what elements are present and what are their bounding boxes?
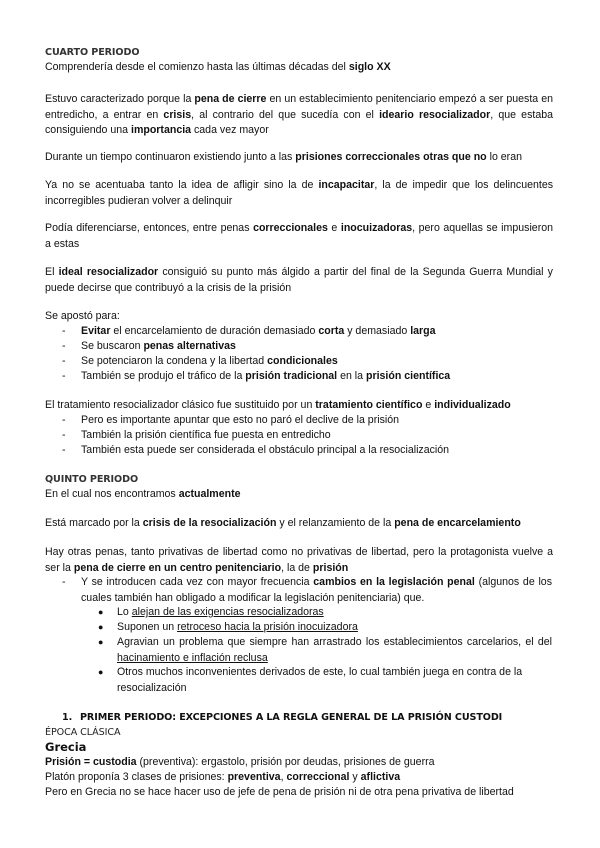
paragraph-cuarto-intro: Comprendería desde el comienzo hasta las últimas décadas del siglo XX [45, 61, 391, 73]
paragraph-quinto-2: Hay otras penas, tanto privativas de libertad como no privativas de libertad, pero la protagonista vuelve a ser la pena de cierre en un centro penitenciario, la de prisión [45, 546, 553, 574]
section-heading-primer: PRIMER PERIODO: EXCEPCIONES A LA REGLA GENERAL DE LA PRISIÓN CUSTODI [80, 712, 503, 723]
list-item: - También se produjo el tráfico de la prisión tradicional en la prisión científica [62, 370, 451, 382]
list-item: - Se buscaron penas alternativas [62, 340, 236, 352]
paragraph-quinto-intro: En el cual nos encontramos actualmente [45, 488, 241, 500]
list-item: - Pero es importante apuntar que esto no paró el declive de la prisión [62, 414, 400, 426]
section-heading-cuarto: CUARTO PERIODO [45, 47, 140, 58]
paragraph-cuarto-4: Podía diferenciarse, entonces, entre penas correccionales e inocuizadoras, pero aquellas se impusieron a estas [45, 222, 553, 250]
paragraph-cuarto-2: Durante un tiempo continuaron existiendo junto a las prisiones correccionales otras que no lo eran [45, 151, 522, 163]
list-item: - Evitar el encarcelamiento de duración demasiado corta y demasiado larga [62, 325, 436, 337]
list-item: - Se potenciaron la condena y la libertad condicionales [62, 355, 338, 367]
paragraph-cuarto-5: El ideal resocializador consiguió su punto más álgido a partir del final de la Segunda Guerra Mundial y puede decirse que contribuyó a la crisis de la prisión [45, 266, 553, 294]
paragraph-cuarto-7: El tratamiento resocializador clásico fue sustituido por un tratamiento científico e individualizado [45, 399, 511, 411]
list-item: - También esta puede ser considerada el obstáculo principal a la resocialización [62, 444, 450, 456]
paragraph-cuarto-6-lead: Se apostó para: [45, 310, 120, 322]
subheading-grecia: Grecia [45, 740, 87, 754]
paragraph-primer-3: Pero en Grecia no se hace hacer uso de jefe de pena de prisión ni de otra pena privativa de libertad [45, 786, 514, 798]
list-item: ● Otros muchos inconvenientes derivados de este, lo cual también juega en contra de la resocialización [98, 666, 523, 694]
section-heading-quinto: QUINTO PERIODO [45, 474, 139, 485]
subheading-epoca-clasica: ÉPOCA CLÁSICA [45, 727, 121, 738]
section-number: 1. [62, 712, 73, 723]
list-item: ● Suponen un retroceso hacia la prisión inocuizadora [98, 621, 358, 633]
paragraph-primer-2: Platón proponía 3 clases de prisiones: preventiva, correccional y aflictiva [45, 771, 401, 783]
paragraph-quinto-1: Está marcado por la crisis de la resocialización y el relanzamiento de la pena de encarcelamiento [45, 517, 521, 529]
list-item: - También la prisión científica fue puesta en entredicho [62, 429, 331, 441]
list-item: ● Agravian un problema que siempre han arrastrado los establecimientos carcelarios, el del hacinamiento e inflación reclusa [98, 636, 552, 664]
paragraph-cuarto-1: Estuvo caracterizado porque la pena de cierre en un establecimiento penitenciario empezó a ser puesta en entredicho, a entrar en crisis, al contrario del que sucedía con el ideario resocializador, que estaba consiguiendo una importancia cada vez mayor [45, 93, 553, 136]
list-item: ● Lo alejan de las exigencias resocializadoras [98, 606, 324, 618]
paragraph-cuarto-3: Ya no se acentuaba tanto la idea de afligir sino la de incapacitar, la de impedir que los delincuentes incorregibles pudieran volver a delinquir [45, 179, 554, 207]
list-item: - Y se introducen cada vez con mayor frecuencia cambios en la legislación penal (algunos de los cuales también han obligado a modificar la legislación penitenciaria) que. [62, 576, 552, 604]
paragraph-primer-1: Prisión = custodia (preventiva): ergastolo, prisión por deudas, prisiones de guerra [45, 756, 435, 768]
